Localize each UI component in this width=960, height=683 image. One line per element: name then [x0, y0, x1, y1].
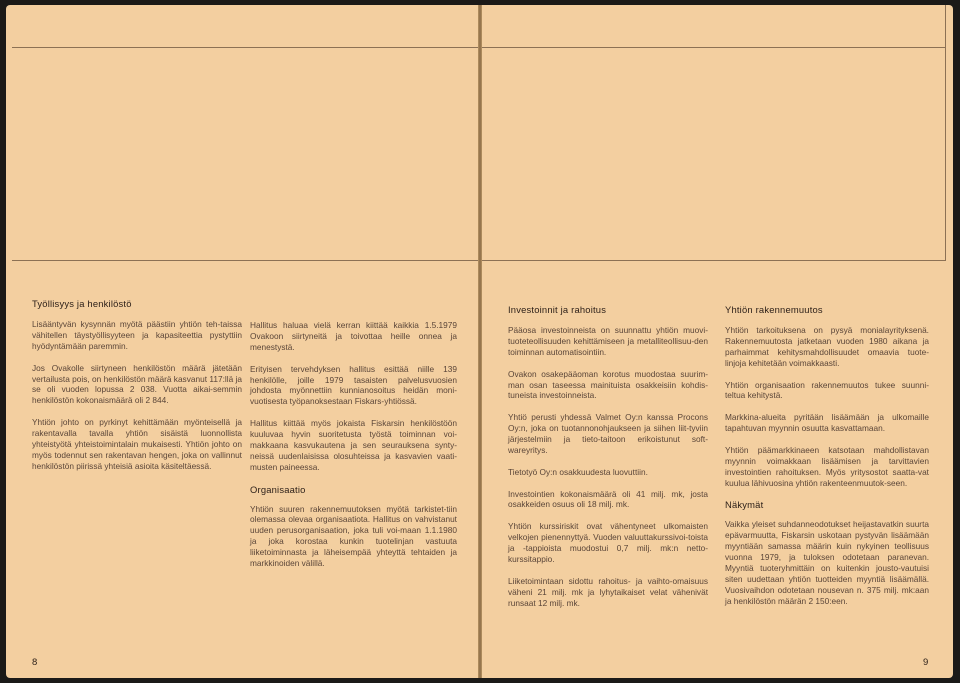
paragraph: Investointien kokonaismäärä oli 41 milj. mk, josta osakkeiden osuus oli 18 milj. mk. [508, 488, 708, 510]
page-number-right: 9 [923, 657, 929, 668]
left-page [6, 5, 478, 678]
paragraph: Yhtiön johto on pyrkinyt kehittämään myönteisellä ja rakentavalla tavalla yhtiön sisäistä luonnollista yhteistyötä yhteistoimintalain mukaisesti. Yhtiön johto on myös todennut sen rakentavan hengen, joka on vallinnut henkilöstön piirissä yhteisiä asioita käsiteltäessä. [32, 417, 242, 471]
paragraph: Yhtiön organisaation rakennemuutos tukee suunni-teltua kehitystä. [725, 379, 929, 401]
paragraph: Lisääntyvän kysynnän myötä päästiin yhtiön teh-taissa vähitellen täystyöllisyyteen ja kapasiteettia pystyttiin hyödyntämään paremmin. [32, 319, 242, 351]
paragraph: Liiketoimintaan sidottu rahoitus- ja vaihto-omaisuus väheni 21 milj. mk ja lyhytaikaiset velat vähenivät runsaat 12 milj. mk. [508, 575, 708, 608]
middle-rule [12, 260, 478, 261]
paragraph: Markkina-alueita pyritään lisäämään ja ulkomaille tapahtuvan myynnin osuutta kasvattamaan. [725, 412, 929, 434]
left-column-2 [250, 320, 457, 580]
right-page [482, 5, 953, 678]
left-column-1 [32, 298, 242, 483]
paragraph: Hallitus kiittää myös jokaista Fiskarsin henkilöstöön kuuluvaa hyvin suoritetusta työstä toiminnan voi-makkaana kasvukautena ja sen seurauksena synty-neissä uudenlaisissa olosuhteissa ja kasvavien vaati-musten paineessa. [250, 418, 457, 472]
right-column-1 [508, 304, 708, 619]
paragraph: Yhtiön päämarkkinaeen katsotaan mahdollistavan myynnin voimakkaan lisäämisen ja tarvittavien investointien rahoituksen. Myös yritysostot saatta-vat kuulua lähivuosina yhtiön rakenteenmuutok-seen. [725, 444, 929, 488]
section-heading-investments: Investoinnit ja rahoitus [508, 304, 607, 315]
section-heading-organisation: Organisaatio [250, 483, 306, 495]
paragraph: Yhtiön suuren rakennemuutoksen myötä tarkistet-tiin olemassa olevaa organisaatiota. Hallitus on vahvistanut uuden perusorganisaation, joka tuli voi-maan 1.1.1980 ja joka korostaa kunkin tuotelinjan vastuuta liiketoiminnasta ja läheisempää yhteyttä tehtaiden ja markkinoiden välillä. [250, 503, 457, 569]
paragraph: Ovakon osakepääoman korotus muodostaa suurim-man osan taseessa mainituista osakkeisiin kohdis-tuneista investoinneista. [508, 368, 708, 401]
top-rule [12, 47, 478, 48]
paragraph: Yhtiö perusti yhdessä Valmet Oy:n kanssa Procons Oy:n, joka on tuotannonohjaukseen ja siihen liit-tyviin järjestelmiin ja tieto-taitoon erikoistunut soft-wareyritys. [508, 412, 708, 455]
section-heading-employment: Työllisyys ja henkilöstö [32, 298, 132, 309]
paragraph: Yhtiön tarkoituksena on pysyä monialayrityksenä. Rakennemuutosta jatketaan vuoden 1980 aikana ja parhaimmat kehitysmahdollisuudet omaavia tuote-linjoja kehitetään voimakkaasti. [725, 325, 929, 368]
paragraph: Vaikka yleiset suhdanneodotukset heijastavatkin suurta epävarmuutta, Fiskarsin uskotaan pystyvän lisäämään myyntiään samassa määrin kuin nykyinen teollisuus vuonna 1979, ja tuloksen odotetaan paranevan. Myyntiä tuoteryhmittäin on kuitenkin jousto-vautuisi siten uudettaan yhtiön tuotteiden myyntiä lisäämällä. Vuosivaihdon odotetaan nousevan n. 375 milj. mk:aan ja henkilöstön määrän 2 150:een. [725, 519, 929, 606]
middle-rule [482, 260, 945, 261]
paragraph: Jos Ovakolle siirtyneen henkilöstön määrä jätetään vertailusta pois, on henkilöstön määrä kasvanut 117:llä ja se oli vuoden lopussa 2 038. Vuotta aikai-semmin henkilöstön kokonaismäärä oli 2 844. [32, 362, 242, 406]
edge-rule [945, 5, 946, 261]
top-rule [482, 47, 945, 48]
section-heading-restructuring: Yhtiön rakennemuutos [725, 304, 823, 315]
page-number-left: 8 [32, 657, 38, 668]
paragraph: Pääosa investoinneista on suunnattu yhtiön muovi-tuoteteollisuuden kehittämiseen ja metalliteollisuu-den toiminnan automatisointiin. [508, 325, 708, 357]
paragraph: Erityisen tervehdyksen hallitus esittää niille 139 henkilölle, joille 1979 tasaisten palvelusvuosien johdosta myönnettiin kunnianosoitus heidän moni-vuotisesta työpanoksestaan Fiskars-yhtiössä. [250, 363, 457, 407]
paragraph: Tietotyö Oy:n osakkuudesta luovuttiin. [508, 466, 648, 477]
right-column-2 [725, 304, 929, 618]
paragraph: Yhtiön kurssiriskit ovat vähentyneet ulkomaisten velkojen pienennyttyä. Vuoden valuuttakurssivoi-toista ja -tappioista muodostui 0,7 milj. mk:n netto-kurssitappio. [508, 521, 708, 564]
section-heading-outlook: Näkymät [725, 499, 764, 511]
paragraph: Hallitus haluaa vielä kerran kiittää kaikkia 1.5.1979 Ovakoon siirtyneitä ja toivottaa heille onnea ja menestystä. [250, 320, 457, 352]
